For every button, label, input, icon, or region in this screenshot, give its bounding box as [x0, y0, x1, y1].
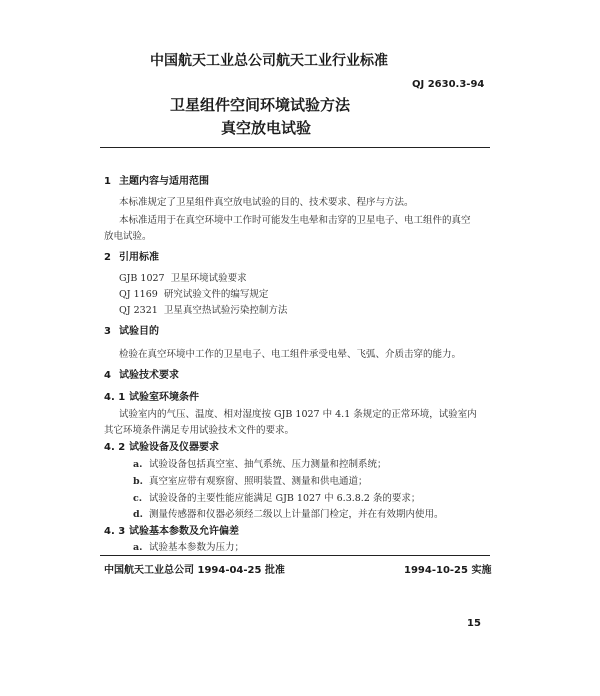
reference-item [119, 270, 247, 284]
list-text: 测量传感器和仪器必须经二级以上计量部门检定，并在有效期内使用。 [149, 509, 444, 520]
section-1-para2-line2: 放电试验。 [104, 231, 152, 242]
section-title: 试验目的 [119, 326, 159, 337]
section-title: 引用标准 [119, 252, 159, 263]
reference-title: 卫星真空热试验污染控制方法 [163, 305, 288, 316]
reference-item [119, 302, 287, 316]
section-number: 1 [104, 176, 111, 187]
section-3-heading [104, 322, 159, 337]
list-text: 真空室应带有观察窗、照明装置、测量和供电通道； [149, 476, 368, 487]
list-marker: b. [133, 476, 143, 487]
list-marker: d. [133, 509, 143, 520]
list-text: 试验基本参数为压力； [149, 542, 245, 553]
subsection-title: 试验设备及仪器要求 [129, 442, 219, 453]
list-item [133, 506, 444, 520]
section-4-1-heading [104, 388, 199, 403]
section-1-para1: 本标准规定了卫星组件真空放电试验的目的、技术要求、程序与方法。 [119, 197, 414, 208]
section-4-heading [104, 366, 179, 381]
reference-code: QJ 1169 [119, 289, 158, 300]
reference-title: 卫星环境试验要求 [170, 273, 247, 284]
standard-code: QJ 2630.3-94 [412, 79, 485, 90]
subsection-number: 4. 2 [104, 442, 126, 453]
list-item [133, 473, 368, 487]
list-marker: c. [133, 493, 143, 504]
footer-rule [100, 555, 490, 556]
reference-code: GJB 1027 [119, 273, 165, 284]
subsection-number: 4. 3 [104, 526, 126, 537]
subsection-number: 4. 1 [104, 392, 126, 403]
section-1-heading [104, 172, 209, 187]
section-number: 2 [104, 252, 111, 263]
section-4-1-line2: 其它环境条件满足专用试验技术文件的要求。 [104, 425, 295, 436]
subsection-title: 试验室环境条件 [129, 392, 199, 403]
document-title-line2: 真空放电试验 [221, 119, 312, 137]
list-text: 试验设备的主要性能应能满足 GJB 1027 中 6.3.8.2 条的要求； [149, 493, 421, 504]
list-marker: a. [133, 459, 143, 470]
list-text: 试验设备包括真空室、抽气系统、压力测量和控制系统； [149, 459, 387, 470]
reference-item [119, 286, 268, 300]
section-2-heading [104, 248, 159, 263]
subsection-title: 试验基本参数及允许偏差 [129, 526, 239, 537]
section-4-2-heading [104, 438, 219, 453]
section-4-3-heading [104, 522, 239, 537]
list-item [133, 456, 387, 470]
reference-title: 研究试验文件的编写规定 [163, 289, 269, 300]
document-title-line1: 卫星组件空间环境试验方法 [170, 96, 351, 114]
list-marker: a. [133, 542, 143, 553]
section-number: 3 [104, 326, 111, 337]
list-item [133, 539, 244, 553]
section-3-para: 检验在真空环境中工作的卫星电子、电工组件承受电晕、飞弧、介质击穿的能力。 [119, 349, 462, 360]
standard-org-title: 中国航天工业总公司航天工业行业标准 [150, 53, 388, 69]
section-number: 4 [104, 370, 111, 381]
section-1-para2-line1: 本标准适用于在真空环境中工作时可能发生电晕和击穿的卫星电子、电工组件的真空 [119, 215, 471, 226]
list-item [133, 490, 420, 504]
section-4-1-line1: 试验室内的气压、温度、相对湿度按 GJB 1027 中 4.1 条规定的正常环境，试验室内 [119, 409, 477, 420]
page-number: 15 [467, 618, 481, 629]
title-rule [100, 147, 490, 148]
implementation-date: 1994-10-25 实施 [404, 565, 492, 576]
reference-code: QJ 2321 [119, 305, 158, 316]
section-title: 试验技术要求 [119, 370, 179, 381]
section-title: 主题内容与适用范围 [119, 176, 209, 187]
approval-line: 中国航天工业总公司 1994-04-25 批准 [104, 565, 285, 576]
